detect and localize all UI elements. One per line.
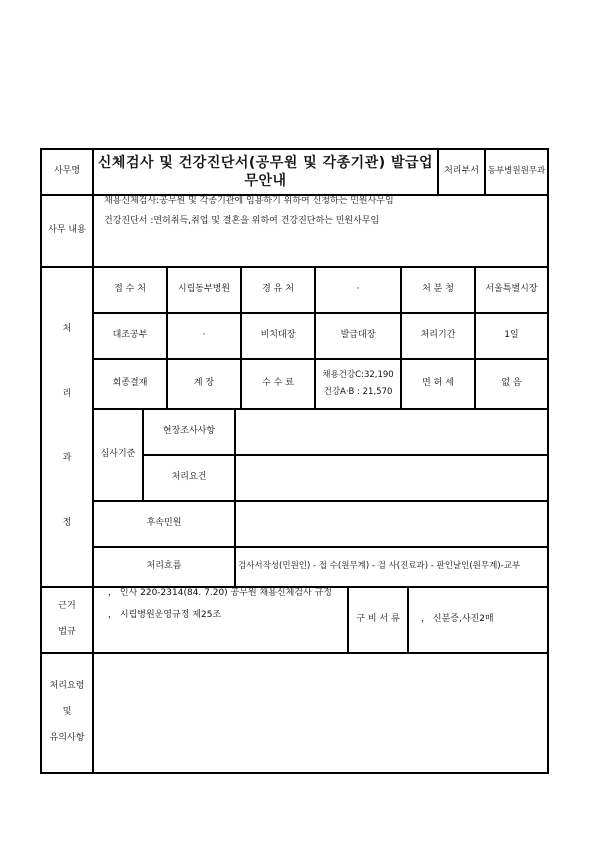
survey-label: 현장조사사항 [143,409,235,455]
receive-label: 접 수 처 [93,267,167,313]
requirement-label: 처리요건 [143,455,235,501]
account-value: 계 장 [167,359,241,409]
requirement-value [235,455,548,501]
fee-label: 수 수 료 [241,359,315,409]
content-line-1: 채용신체검사:공무원 및 각종기관에 임용하기 위하여 신청하는 민원사무임 [104,196,394,206]
content-text-cell [93,195,548,267]
notes-label [41,653,93,773]
process-char-2: 리 [62,388,72,399]
process-char-1: 처 [62,324,72,335]
process-char-4: 정 [62,517,72,528]
basis-item-2: ， 시립병원운영규정 제25조 [108,609,222,620]
criteria-label: 심사기준 [93,409,143,501]
page-title: 신체검사 및 건강진단서(공무원 및 각종기관) 발급업무안내 [93,149,438,195]
basis-item-1: ， 인사 220-2314(84. 7.20) 공무원 채용신체검사 규정 [108,588,332,598]
fee-value [315,359,401,409]
content-label: 사무 내용 [48,225,86,236]
dept-value: 동부병원원무과 [487,166,546,177]
via-label: 경 유 처 [241,267,315,313]
account-label: 회종결재 [93,359,167,409]
fee-line-2: 건강A·B : 21,570 [323,387,393,397]
dept-value-cell [485,149,548,195]
handle-label: 처 분 청 [401,267,475,313]
process-side-label [41,267,93,587]
task-label-cell [41,149,93,195]
notes-label-line-1: 처리요령 [49,681,85,692]
docs-value: ， 신분증,사진2매 [408,587,548,653]
docs-label: 구 비 서 류 [348,587,408,653]
notes-label-line-3: 유의사항 [49,732,85,743]
service-guide-form [40,148,549,774]
receive-value: 시립동부병원 [167,267,241,313]
basis-items [93,587,348,653]
register-value: 발급대장 [315,313,401,359]
register-label: 비치대장 [241,313,315,359]
license-label: 면 허 세 [401,359,475,409]
basis-label-line-2: 법규 [58,627,76,637]
followup-value [235,501,548,547]
ledger-value: · [167,313,241,359]
flow-value: 검사서작성(민원인) - 접 수(원무계) - 검 사(진료과) - 판인날인(원무계)-교부 [235,547,548,587]
survey-value [235,409,548,455]
basis-label [41,587,93,653]
process-char-3: 과 [62,453,72,464]
handle-value: 서울특별시장 [475,267,548,313]
basis-label-line-1: 근거 [58,601,76,612]
license-value: 없 음 [475,359,548,409]
task-label: 사무명 [53,166,81,177]
followup-label: 후속민원 [93,501,235,547]
period-label: 처리기간 [401,313,475,359]
fee-line-1: 채용건강C:32,190 [322,369,394,380]
notes-value [93,653,548,773]
flow-label: 처리흐름 [93,547,235,587]
content-line-2: 건강진단서 :면허취득,취업 및 결혼을 위하여 건강진단하는 민원사무임 [104,215,380,226]
ledger-label: 대조공부 [93,313,167,359]
content-label-cell [41,195,93,267]
dept-label-cell [438,149,485,195]
via-value: · [315,267,401,313]
dept-label: 처리부서 [444,166,479,177]
notes-label-line-2: 및 [62,707,72,718]
period-value: 1일 [475,313,548,359]
